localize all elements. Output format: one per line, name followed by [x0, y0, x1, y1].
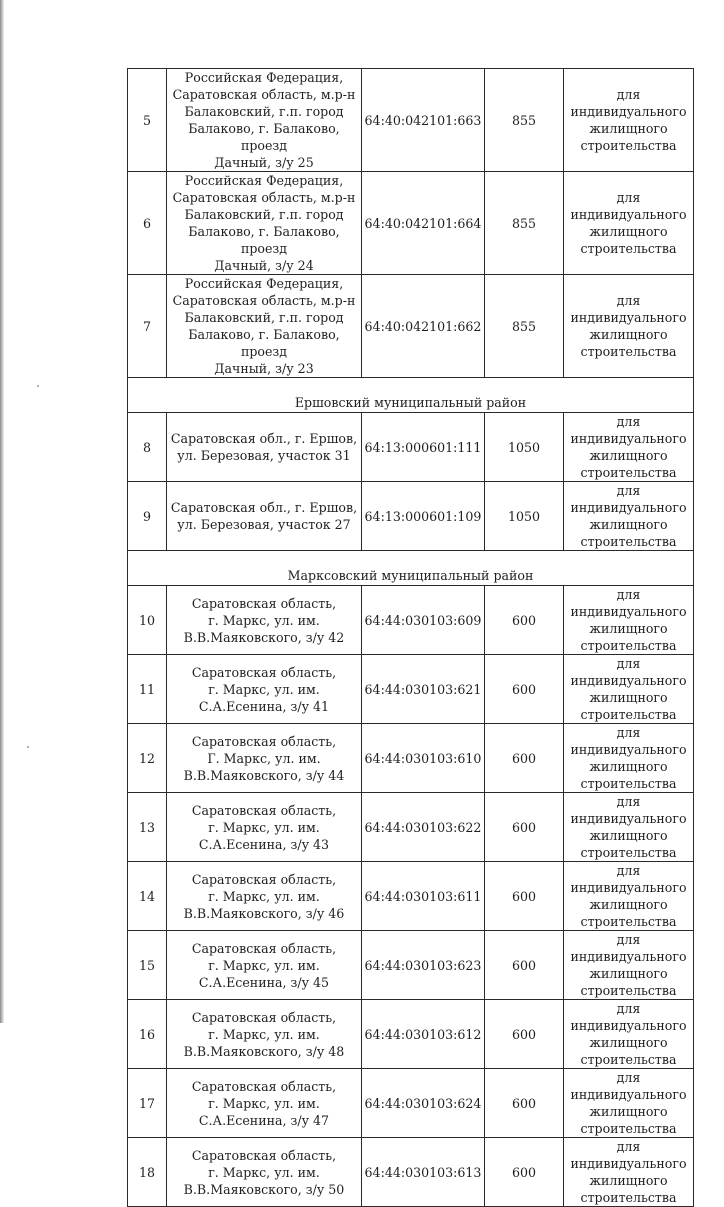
address-line: Саратовская область, м.р-н — [172, 190, 356, 205]
address-line: Российская Федерация, — [184, 70, 344, 85]
table-row — [128, 931, 694, 1000]
address-cell — [167, 724, 362, 793]
area-cell: 600 — [485, 655, 564, 724]
purpose-line: для индивидуального — [570, 932, 687, 964]
address-line: ул. Березовая, участок 31 — [177, 448, 351, 463]
purpose-line: для индивидуального — [570, 414, 687, 446]
row-number-cell: 8 — [128, 413, 167, 482]
area-cell: 1050 — [485, 482, 564, 551]
purpose-cell — [564, 69, 694, 172]
purpose-line: жилищного — [589, 897, 668, 912]
purpose-line: для индивидуального — [570, 725, 687, 757]
address-line: С.А.Есенина, з/у 41 — [198, 698, 330, 714]
purpose-cell — [564, 1138, 694, 1207]
row-number-cell: 11 — [128, 655, 167, 724]
purpose-line: жилищного — [589, 517, 668, 532]
purpose-cell — [564, 724, 694, 793]
address-line: г. Маркс, ул. им. — [208, 681, 320, 697]
district-header-row — [128, 378, 694, 413]
table-row — [128, 1000, 694, 1069]
address-cell — [167, 1138, 362, 1207]
district-header-row — [128, 551, 694, 586]
address-line: В.В.Маяковского, з/у 46 — [183, 905, 345, 921]
address-line: С.А.Есенина, з/у 45 — [198, 974, 330, 990]
address-line: Саратовская область, м.р-н — [172, 87, 356, 102]
cadastral-number-cell: 64:44:030103:611 — [362, 862, 485, 931]
address-line: ул. Березовая, участок 27 — [177, 517, 351, 532]
table-row — [128, 586, 694, 655]
scan-speck — [27, 746, 29, 748]
row-number-cell: 16 — [128, 1000, 167, 1069]
purpose-line: жилищного — [589, 966, 668, 981]
purpose-line: жилищного — [589, 759, 668, 774]
address-line: Российская Федерация, — [184, 173, 344, 188]
cadastral-number-cell: 64:44:030103:609 — [362, 586, 485, 655]
row-number-cell: 15 — [128, 931, 167, 1000]
cadastral-number-cell: 64:44:030103:621 — [362, 655, 485, 724]
cadastral-number-cell: 64:44:030103:613 — [362, 1138, 485, 1207]
row-number-cell: 5 — [128, 69, 167, 172]
purpose-line: строительства — [580, 241, 677, 256]
address-line: Саратовская область, м.р-н — [172, 293, 356, 308]
cadastral-number-cell: 64:13:000601:111 — [362, 413, 485, 482]
address-cell — [167, 1069, 362, 1138]
purpose-line: для индивидуального — [570, 1070, 687, 1102]
area-cell: 600 — [485, 1000, 564, 1069]
purpose-line: жилищного — [589, 828, 668, 843]
address-line: Балаково, г. Балаково, проезд — [188, 327, 340, 359]
purpose-line: строительства — [580, 845, 677, 860]
purpose-cell — [564, 275, 694, 378]
purpose-line: жилищного — [589, 1035, 668, 1050]
address-line: Саратовская область, — [191, 871, 337, 887]
address-line: Балаковский, г.п. город — [184, 207, 344, 222]
cadastral-number-cell: 64:44:030103:610 — [362, 724, 485, 793]
table-row — [128, 862, 694, 931]
purpose-line: жилищного — [589, 448, 668, 463]
address-cell — [167, 862, 362, 931]
purpose-cell — [564, 586, 694, 655]
area-cell: 855 — [485, 275, 564, 378]
area-cell: 600 — [485, 586, 564, 655]
address-line: г. Маркс, ул. им. — [208, 819, 320, 835]
table-row — [128, 275, 694, 378]
district-name: Марксовский муниципальный район — [287, 568, 534, 583]
purpose-cell — [564, 172, 694, 275]
address-cell — [167, 275, 362, 378]
row-number-cell: 10 — [128, 586, 167, 655]
purpose-line: для индивидуального — [570, 190, 687, 222]
row-number-cell: 9 — [128, 482, 167, 551]
table-row — [128, 793, 694, 862]
address-line: Саратовская область, — [191, 1078, 337, 1094]
address-line: Дачный, з/у 23 — [214, 361, 314, 376]
purpose-line: строительства — [580, 707, 677, 722]
purpose-line: строительства — [580, 1121, 677, 1136]
address-cell — [167, 655, 362, 724]
row-number-cell: 6 — [128, 172, 167, 275]
address-line: С.А.Есенина, з/у 47 — [198, 1112, 330, 1128]
table-row — [128, 69, 694, 172]
purpose-line: для индивидуального — [570, 656, 687, 688]
scan-edge-shadow — [0, 0, 4, 1023]
area-cell: 600 — [485, 793, 564, 862]
purpose-line: строительства — [580, 1190, 677, 1205]
table-row — [128, 1138, 694, 1207]
address-line: Российская Федерация, — [184, 276, 344, 291]
purpose-cell — [564, 655, 694, 724]
scan-speck — [37, 385, 39, 387]
area-cell: 855 — [485, 172, 564, 275]
cadastral-number-cell: 64:40:042101:664 — [362, 172, 485, 275]
address-line: Балаковский, г.п. город — [184, 104, 344, 119]
address-line: г. Маркс, ул. им. — [208, 1026, 320, 1042]
address-cell — [167, 793, 362, 862]
purpose-line: строительства — [580, 138, 677, 153]
purpose-line: жилищного — [589, 1104, 668, 1119]
address-line: Балаково, г. Балаково, проезд — [188, 121, 340, 153]
address-cell — [167, 482, 362, 551]
land-plots-table-body — [128, 69, 694, 1207]
purpose-line: строительства — [580, 638, 677, 653]
cadastral-number-cell: 64:44:030103:623 — [362, 931, 485, 1000]
address-line: Саратовская область, — [191, 1147, 337, 1163]
address-line: г. Маркс, ул. им. — [208, 1095, 320, 1111]
purpose-line: для индивидуального — [570, 1139, 687, 1171]
table-row — [128, 1069, 694, 1138]
area-cell: 600 — [485, 931, 564, 1000]
address-line: Саратовская область, — [191, 595, 337, 611]
purpose-line: строительства — [580, 776, 677, 791]
purpose-line: жилищного — [589, 1173, 668, 1188]
purpose-line: жилищного — [589, 621, 668, 636]
area-cell: 600 — [485, 1069, 564, 1138]
area-cell: 600 — [485, 862, 564, 931]
cadastral-number-cell: 64:44:030103:622 — [362, 793, 485, 862]
address-cell — [167, 1000, 362, 1069]
table-row — [128, 655, 694, 724]
address-cell — [167, 586, 362, 655]
cadastral-number-cell: 64:44:030103:612 — [362, 1000, 485, 1069]
purpose-line: для индивидуального — [570, 293, 687, 325]
address-line: Саратовская область, — [191, 664, 337, 680]
purpose-cell — [564, 1000, 694, 1069]
address-line: г. Маркс, ул. им. — [208, 1164, 320, 1180]
district-name: Ершовский муниципальный район — [294, 395, 527, 410]
area-cell: 1050 — [485, 413, 564, 482]
area-cell: 600 — [485, 1138, 564, 1207]
purpose-line: жилищного — [589, 224, 668, 239]
address-line: г. Маркс, ул. им. — [208, 612, 320, 628]
address-line: Саратовская область, — [191, 802, 337, 818]
address-line: Саратовская обл., г. Ершов, — [170, 431, 358, 446]
area-cell: 855 — [485, 69, 564, 172]
purpose-line: для индивидуального — [570, 483, 687, 515]
row-number-cell: 18 — [128, 1138, 167, 1207]
address-line: В.В.Маяковского, з/у 44 — [183, 767, 345, 783]
land-plots-table — [127, 68, 694, 1207]
address-line: Саратовская область, — [191, 733, 337, 749]
address-line: Саратовская область, — [191, 940, 337, 956]
address-line: Дачный, з/у 24 — [214, 258, 314, 273]
table-row — [128, 413, 694, 482]
address-line: Дачный, з/у 25 — [214, 155, 314, 170]
row-number-cell: 13 — [128, 793, 167, 862]
row-number-cell: 17 — [128, 1069, 167, 1138]
address-cell — [167, 931, 362, 1000]
table-row — [128, 724, 694, 793]
address-cell — [167, 413, 362, 482]
purpose-line: строительства — [580, 914, 677, 929]
purpose-cell — [564, 862, 694, 931]
row-number-cell: 12 — [128, 724, 167, 793]
purpose-cell — [564, 931, 694, 1000]
purpose-line: строительства — [580, 344, 677, 359]
area-cell: 600 — [485, 724, 564, 793]
purpose-line: строительства — [580, 534, 677, 549]
cadastral-number-cell: 64:13:000601:109 — [362, 482, 485, 551]
cadastral-number-cell: 64:44:030103:624 — [362, 1069, 485, 1138]
address-line: г. Маркс, ул. им. — [208, 888, 320, 904]
purpose-line: для индивидуального — [570, 863, 687, 895]
purpose-line: жилищного — [589, 327, 668, 342]
table-row — [128, 172, 694, 275]
purpose-cell — [564, 482, 694, 551]
purpose-line: строительства — [580, 983, 677, 998]
purpose-line: строительства — [580, 465, 677, 480]
address-line: В.В.Маяковского, з/у 50 — [183, 1181, 345, 1197]
address-line: Г. Маркс, ул. им. — [207, 750, 321, 766]
purpose-line: для индивидуального — [570, 87, 687, 119]
purpose-line: для индивидуального — [570, 1001, 687, 1033]
purpose-cell — [564, 793, 694, 862]
address-line: В.В.Маяковского, з/у 42 — [183, 629, 345, 645]
district-header-cell — [128, 551, 694, 586]
purpose-line: жилищного — [589, 121, 668, 136]
purpose-line: строительства — [580, 1052, 677, 1067]
cadastral-number-cell: 64:40:042101:662 — [362, 275, 485, 378]
row-number-cell: 14 — [128, 862, 167, 931]
table-row — [128, 482, 694, 551]
address-cell — [167, 69, 362, 172]
cadastral-number-cell: 64:40:042101:663 — [362, 69, 485, 172]
purpose-line: для индивидуального — [570, 587, 687, 619]
address-line: г. Маркс, ул. им. — [208, 957, 320, 973]
purpose-line: жилищного — [589, 690, 668, 705]
address-line: Балаковский, г.п. город — [184, 310, 344, 325]
address-line: Саратовская область, — [191, 1009, 337, 1025]
row-number-cell: 7 — [128, 275, 167, 378]
address-cell — [167, 172, 362, 275]
purpose-cell — [564, 413, 694, 482]
address-line: Балаково, г. Балаково, проезд — [188, 224, 340, 256]
address-line: В.В.Маяковского, з/у 48 — [183, 1043, 345, 1059]
address-line: Саратовская обл., г. Ершов, — [170, 500, 358, 515]
address-line: С.А.Есенина, з/у 43 — [198, 836, 330, 852]
purpose-line: для индивидуального — [570, 794, 687, 826]
district-header-cell — [128, 378, 694, 413]
purpose-cell — [564, 1069, 694, 1138]
